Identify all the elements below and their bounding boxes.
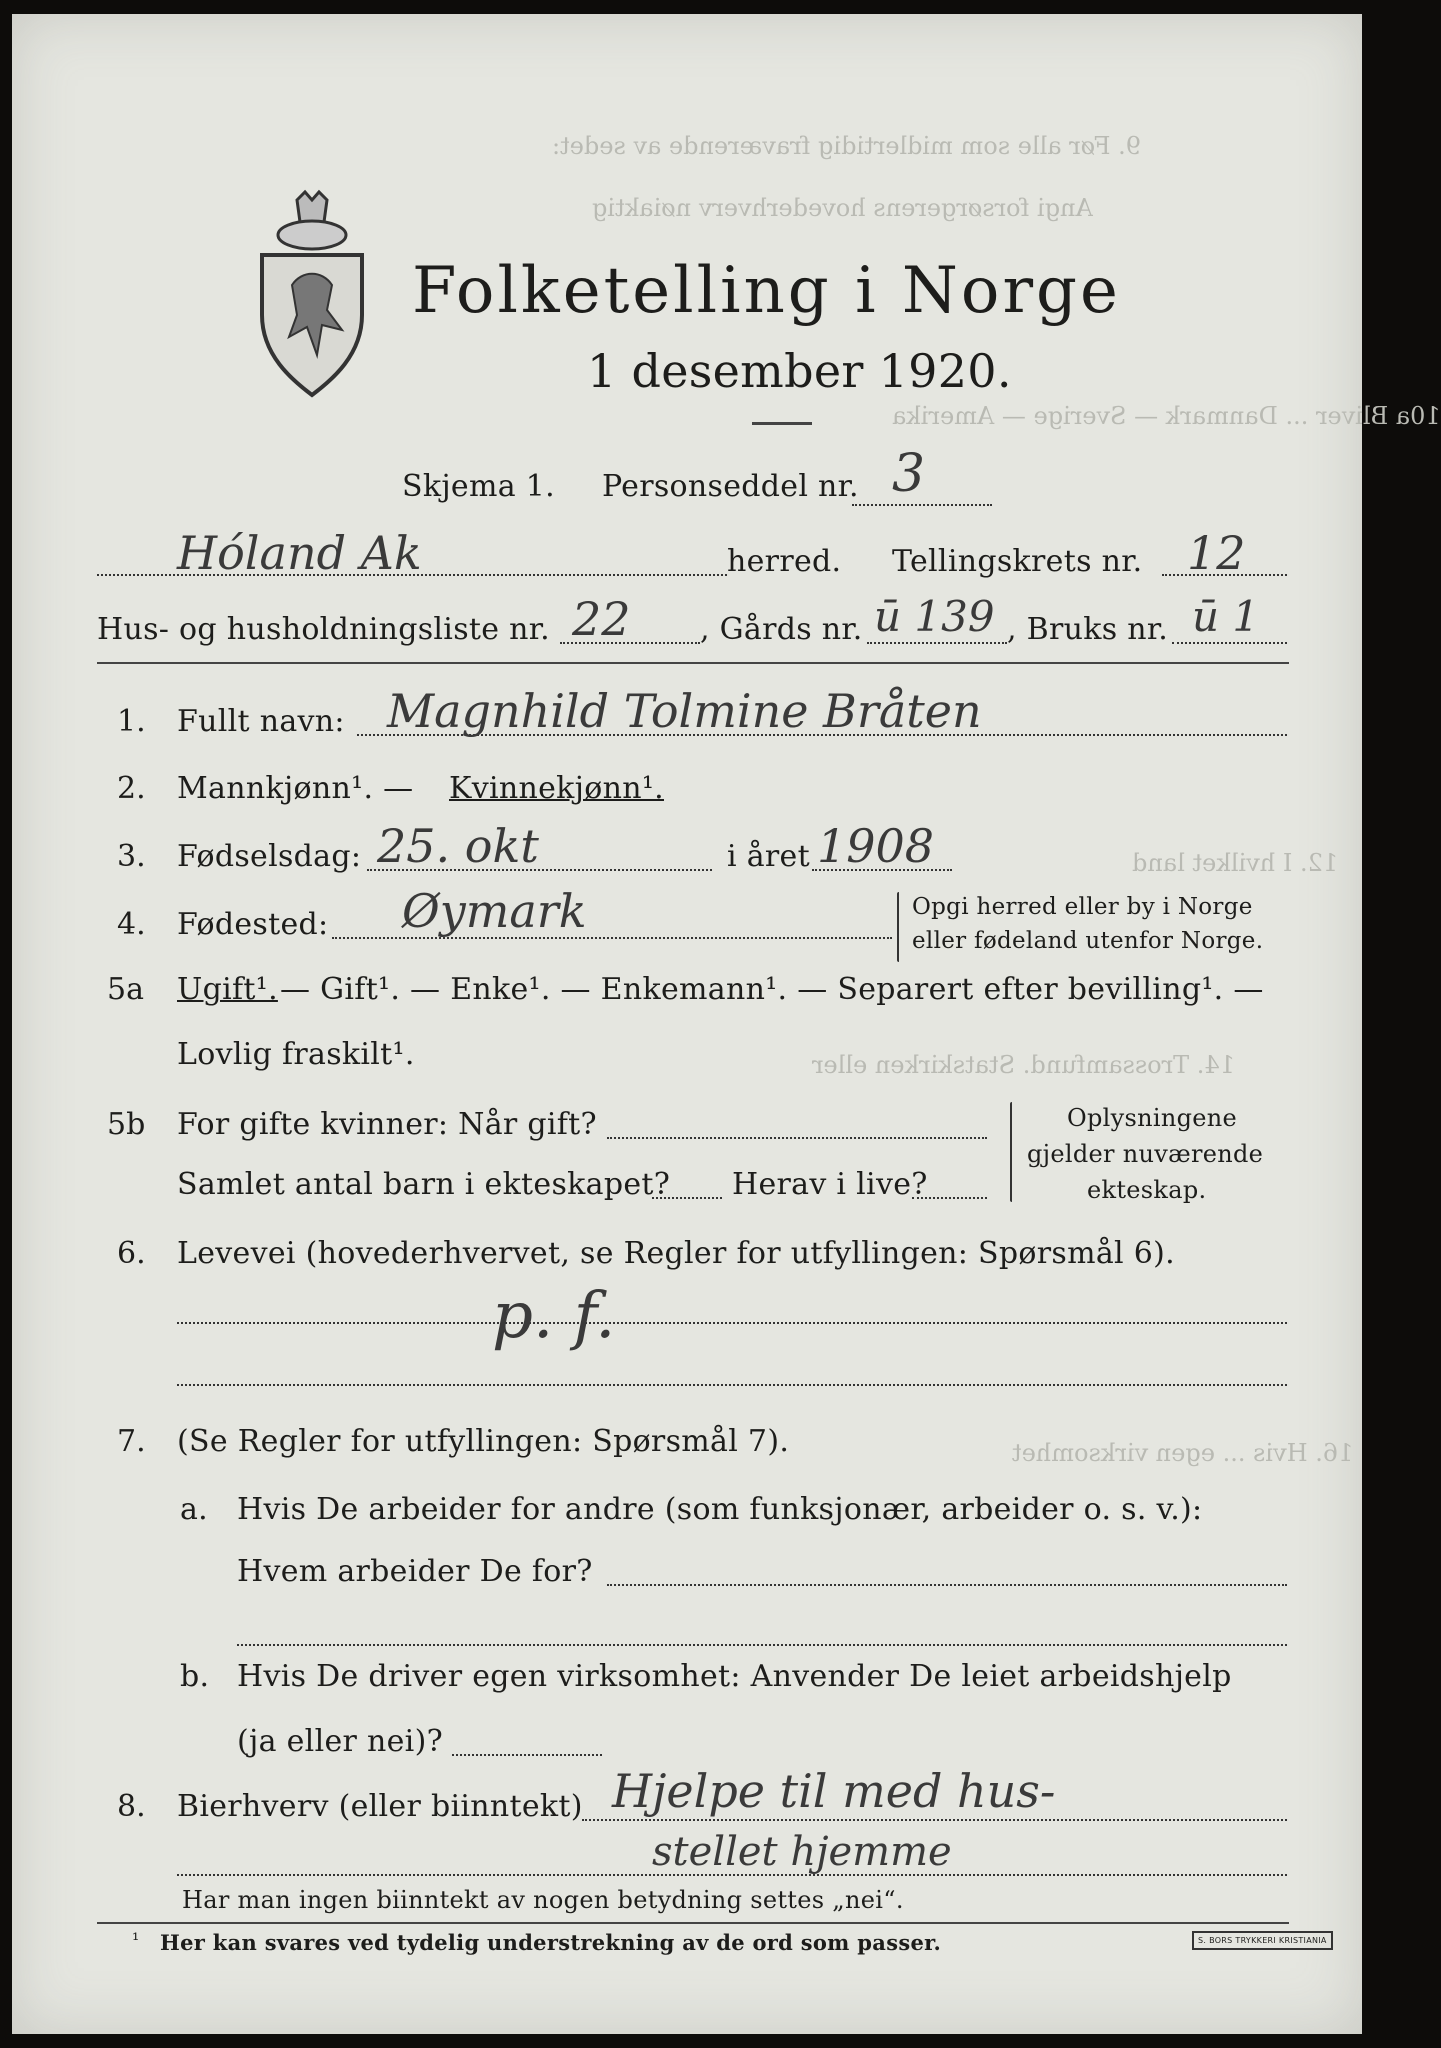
q5b-note-line3: ekteskap. <box>1087 1176 1207 1204</box>
q3-value: 25. okt <box>377 819 539 873</box>
q4-value: Øymark <box>402 884 587 938</box>
q4-number: 4. <box>117 907 146 942</box>
q7a-line1: Hvis De arbeider for andre (som funksjonær, arbeider o. s. v.): <box>237 1492 1203 1527</box>
skjema-label: Skjema 1. <box>402 469 555 504</box>
q7b-field[interactable] <box>452 1754 602 1756</box>
q7a-field-line2[interactable] <box>237 1644 1287 1646</box>
q8-note: Har man ingen biinntekt av nogen betydning settes „nei“. <box>182 1886 904 1914</box>
q7-label: (Se Regler for utfyllingen: Spørsmål 7). <box>177 1424 790 1459</box>
q6-field-line1[interactable] <box>177 1322 1287 1324</box>
ghost-text-2: Angi forsørgerens hovederhverv nøiaktig <box>592 194 1093 222</box>
header-divider <box>97 662 1289 664</box>
footnote-text: Her kan svares ved tydelig understrekning av de ord som passer. <box>160 1930 942 1955</box>
q5a-options: — Gift¹. — Enke¹. — Enkemann¹. — Separert efter bevilling¹. — <box>280 972 1264 1007</box>
q5a-number: 5a <box>107 972 144 1007</box>
q3-number: 3. <box>117 839 146 874</box>
q2-number: 2. <box>117 771 146 806</box>
q6-field-line2[interactable] <box>177 1384 1287 1386</box>
gards-field[interactable] <box>867 642 1007 644</box>
herred-label: herred. <box>727 544 842 579</box>
q5b-married-field[interactable] <box>607 1137 987 1139</box>
personseddel-value: 3 <box>892 444 926 504</box>
q8-field-line1[interactable] <box>582 1819 1287 1821</box>
q7a-field[interactable] <box>607 1584 1287 1586</box>
q5a-ugift[interactable]: Ugift¹. <box>177 972 278 1007</box>
q6-value: p. f. <box>492 1279 616 1353</box>
q7b-line2: (ja eller nei)? <box>237 1724 443 1759</box>
q5b-line1: For gifte kvinner: Når gift? <box>177 1107 597 1142</box>
q5b-note-brace <box>1010 1102 1012 1202</box>
q3-label: Fødselsdag: <box>177 839 362 874</box>
bruks-field[interactable] <box>1172 642 1287 644</box>
q8-value-line1: Hjelpe til med hus- <box>612 1764 1056 1818</box>
q5b-children-field[interactable] <box>652 1197 722 1199</box>
tellingskrets-label: Tellingskrets nr. <box>892 544 1143 579</box>
q1-number: 1. <box>117 704 146 739</box>
q4-label: Fødested: <box>177 907 329 942</box>
printer-stamp: S. BORS TRYKKERI KRISTIANIA <box>1192 1931 1333 1950</box>
q4-note-line2: eller fødeland utenfor Norge. <box>912 928 1264 954</box>
q2-female[interactable]: Kvinnekjønn¹. <box>449 771 664 806</box>
q5b-alive-field[interactable] <box>912 1197 987 1199</box>
q6-label: Levevei (hovederhvervet, se Regler for utfyllingen: Spørsmål 6). <box>177 1236 1175 1271</box>
hus-value: 22 <box>572 592 631 646</box>
q5a-line2: Lovlig fraskilt¹. <box>177 1037 415 1072</box>
gards-value: ū 139 <box>874 592 995 641</box>
q6-number: 6. <box>117 1236 146 1271</box>
form-date: 1 desember 1920. <box>587 344 1012 398</box>
q1-value: Magnhild Tolmine Bråten <box>387 684 982 738</box>
q8-label: Bierhverv (eller biinntekt) <box>177 1789 583 1824</box>
q4-note-brace <box>897 892 899 962</box>
ghost-text-1: 9. Før alle som midlertidig fraværende av sedet: <box>552 132 1141 160</box>
q5b-note-line2: gjelder nuværende <box>1027 1140 1264 1168</box>
q2-male: Mannkjønn¹. — <box>177 771 414 806</box>
title-divider <box>752 422 812 425</box>
ghost-text-6: 16. Hvis ... egen virksomhet <box>1012 1439 1354 1467</box>
q4-note-line1: Opgi herred eller by i Norge <box>912 894 1253 920</box>
gards-label: , Gårds nr. <box>700 612 863 647</box>
q3-year-label: i året <box>727 839 810 874</box>
q8-value-line2: stellet hjemme <box>652 1829 952 1875</box>
tellingskrets-value: 12 <box>1187 526 1246 580</box>
q7a-line2: Hvem arbeider De for? <box>237 1554 593 1589</box>
q5b-children-label: Samlet antal barn i ekteskapet? <box>177 1167 671 1202</box>
q7-number: 7. <box>117 1424 146 1459</box>
q5b-note-line1: Oplysningene <box>1067 1104 1238 1132</box>
census-form-page <box>12 14 1441 2034</box>
q5b-alive-label: Herav i live? <box>732 1167 928 1202</box>
bruks-label: , Bruks nr. <box>1007 612 1169 647</box>
hus-label: Hus- og husholdningsliste nr. <box>97 612 550 647</box>
q1-label: Fullt navn: <box>177 704 345 739</box>
norway-coat-of-arms-icon <box>252 190 372 400</box>
ghost-text-5: 14. Trossamfund. Statskirken eller <box>812 1051 1235 1079</box>
footer-divider <box>97 1922 1289 1924</box>
herred-value: Hóland Ak <box>177 526 422 580</box>
q7a-letter: a. <box>180 1492 209 1527</box>
bruks-value: ū 1 <box>1192 592 1260 641</box>
personseddel-label: Personseddel nr. <box>602 469 859 504</box>
q7b-line1: Hvis De driver egen virksomhet: Anvender De leiet arbeidshjelp <box>237 1659 1232 1694</box>
ghost-text-4: 12. I hvilket land <box>1132 849 1339 877</box>
form-title: Folketelling i Norge <box>412 254 1121 328</box>
q3-year-value: 1908 <box>817 819 935 873</box>
footnote-mark: ¹ <box>132 1930 140 1951</box>
ghost-text-3: 10a Bliver ... Danmark — Sverige — Amerika <box>892 402 1441 430</box>
q7b-letter: b. <box>180 1659 210 1694</box>
q8-number: 8. <box>117 1789 146 1824</box>
q5b-number: 5b <box>107 1107 146 1142</box>
personseddel-field[interactable] <box>852 504 992 506</box>
